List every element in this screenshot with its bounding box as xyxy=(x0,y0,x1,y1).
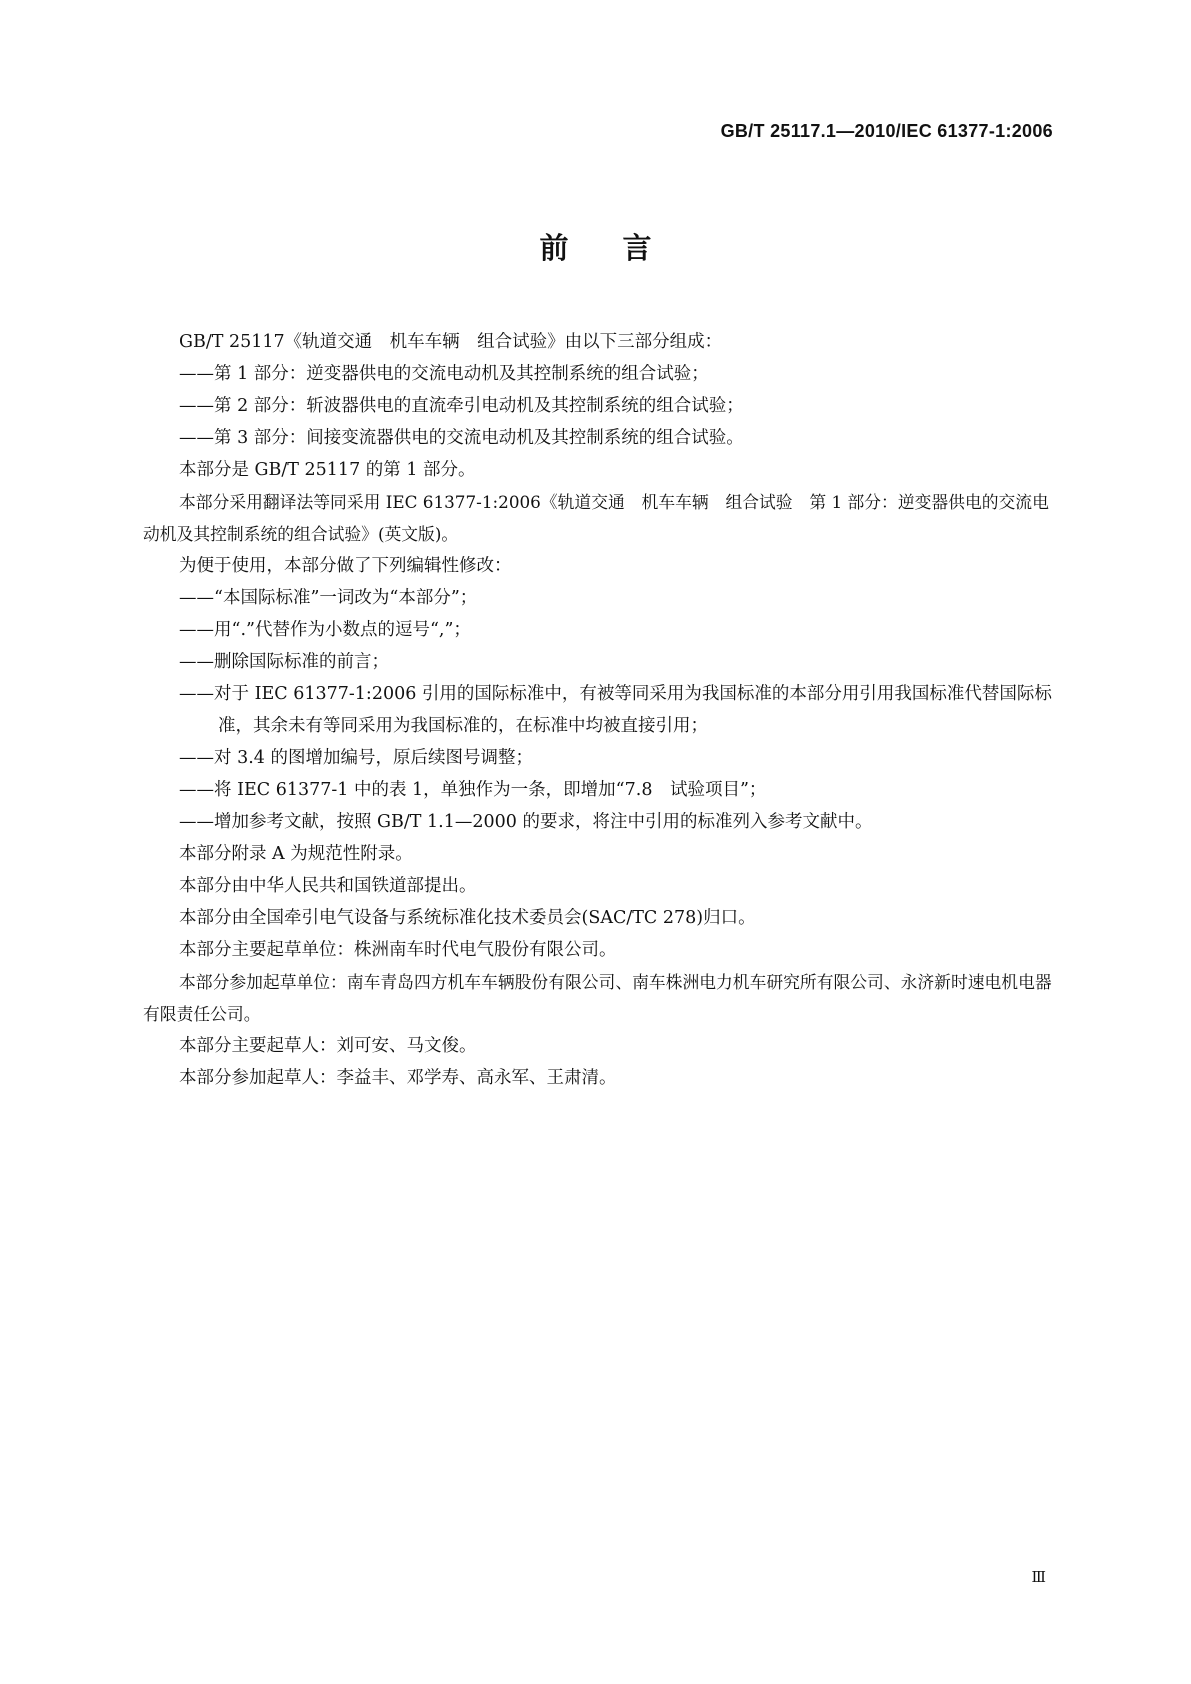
list-item-change-figure: ——对 3.4 的图增加编号，原后续图号调整； xyxy=(179,748,533,768)
paragraph-main-drafters: 本部分主要起草人：刘可安、马文俊。 xyxy=(179,1036,477,1056)
paragraph-committee: 本部分由全国牵引电气设备与系统标准化技术委员会(SAC/TC 278)归口。 xyxy=(179,908,756,928)
list-item-change-references: ——对于 IEC 61377-1:2006 引用的国际标准中，有被等同采用为我国标准的本部分用引用我国标准代替国际标准，其余未有等同采用为我国标准的，在标准中均被直接引用； xyxy=(179,684,1052,736)
paragraph-participating-drafters: 本部分参加起草人：李益丰、邓学寿、高永军、王肃清。 xyxy=(179,1068,617,1088)
list-item-change-bibliography: ——增加参考文献，按照 GB/T 1.1—2000 的要求，将注中引用的标准列入参考文献中。 xyxy=(179,812,873,832)
paragraph-annex: 本部分附录 A 为规范性附录。 xyxy=(179,844,413,864)
paragraph-main-drafter-org: 本部分主要起草单位：株洲南车时代电气股份有限公司。 xyxy=(179,940,617,960)
page-number: Ⅲ xyxy=(1031,1568,1046,1586)
list-item-part-3: ——第 3 部分：间接变流器供电的交流电动机及其控制系统的组合试验。 xyxy=(179,428,744,448)
page-title: 前言 xyxy=(539,231,706,265)
preface-body xyxy=(143,326,1053,1094)
list-item-change-table: ——将 IEC 61377-1 中的表 1，单独作为一条，即增加“7.8 试验项目”； xyxy=(179,780,767,800)
paragraph-proposer: 本部分由中华人民共和国铁道部提出。 xyxy=(179,876,477,896)
paragraph-adoption: 本部分采用翻译法等同采用 IEC 61377-1:2006《轨道交通 机车车辆 组合试验 第 1 部分：逆变器供电的交流电动机及其控制系统的组合试验》(英文版)。 xyxy=(143,492,1049,544)
paragraph-part-number: 本部分是 GB/T 25117 的第 1 部分。 xyxy=(179,460,476,480)
list-item-change-decimal: ——用“.”代替作为小数点的逗号“,”； xyxy=(179,620,471,640)
list-item-change-foreword: ——删除国际标准的前言； xyxy=(179,652,389,672)
standard-code-header: GB/T 25117.1—2010/IEC 61377-1:2006 xyxy=(720,121,1053,141)
list-item-part-2: ——第 2 部分：斩波器供电的直流牵引电动机及其控制系统的组合试验； xyxy=(179,396,744,416)
paragraph-editorial-changes: 为便于使用，本部分做了下列编辑性修改： xyxy=(179,556,512,576)
list-item-change-wording: ——“本国际标准”一词改为“本部分”； xyxy=(179,588,478,608)
list-item-part-1: ——第 1 部分：逆变器供电的交流电动机及其控制系统的组合试验； xyxy=(179,364,709,384)
paragraph-composition: GB/T 25117《轨道交通 机车车辆 组合试验》由以下三部分组成： xyxy=(179,332,723,352)
paragraph-participating-orgs: 本部分参加起草单位：南车青岛四方机车车辆股份有限公司、南车株洲电力机车研究所有限公司、永济新时速电机电器有限责任公司。 xyxy=(143,972,1052,1024)
